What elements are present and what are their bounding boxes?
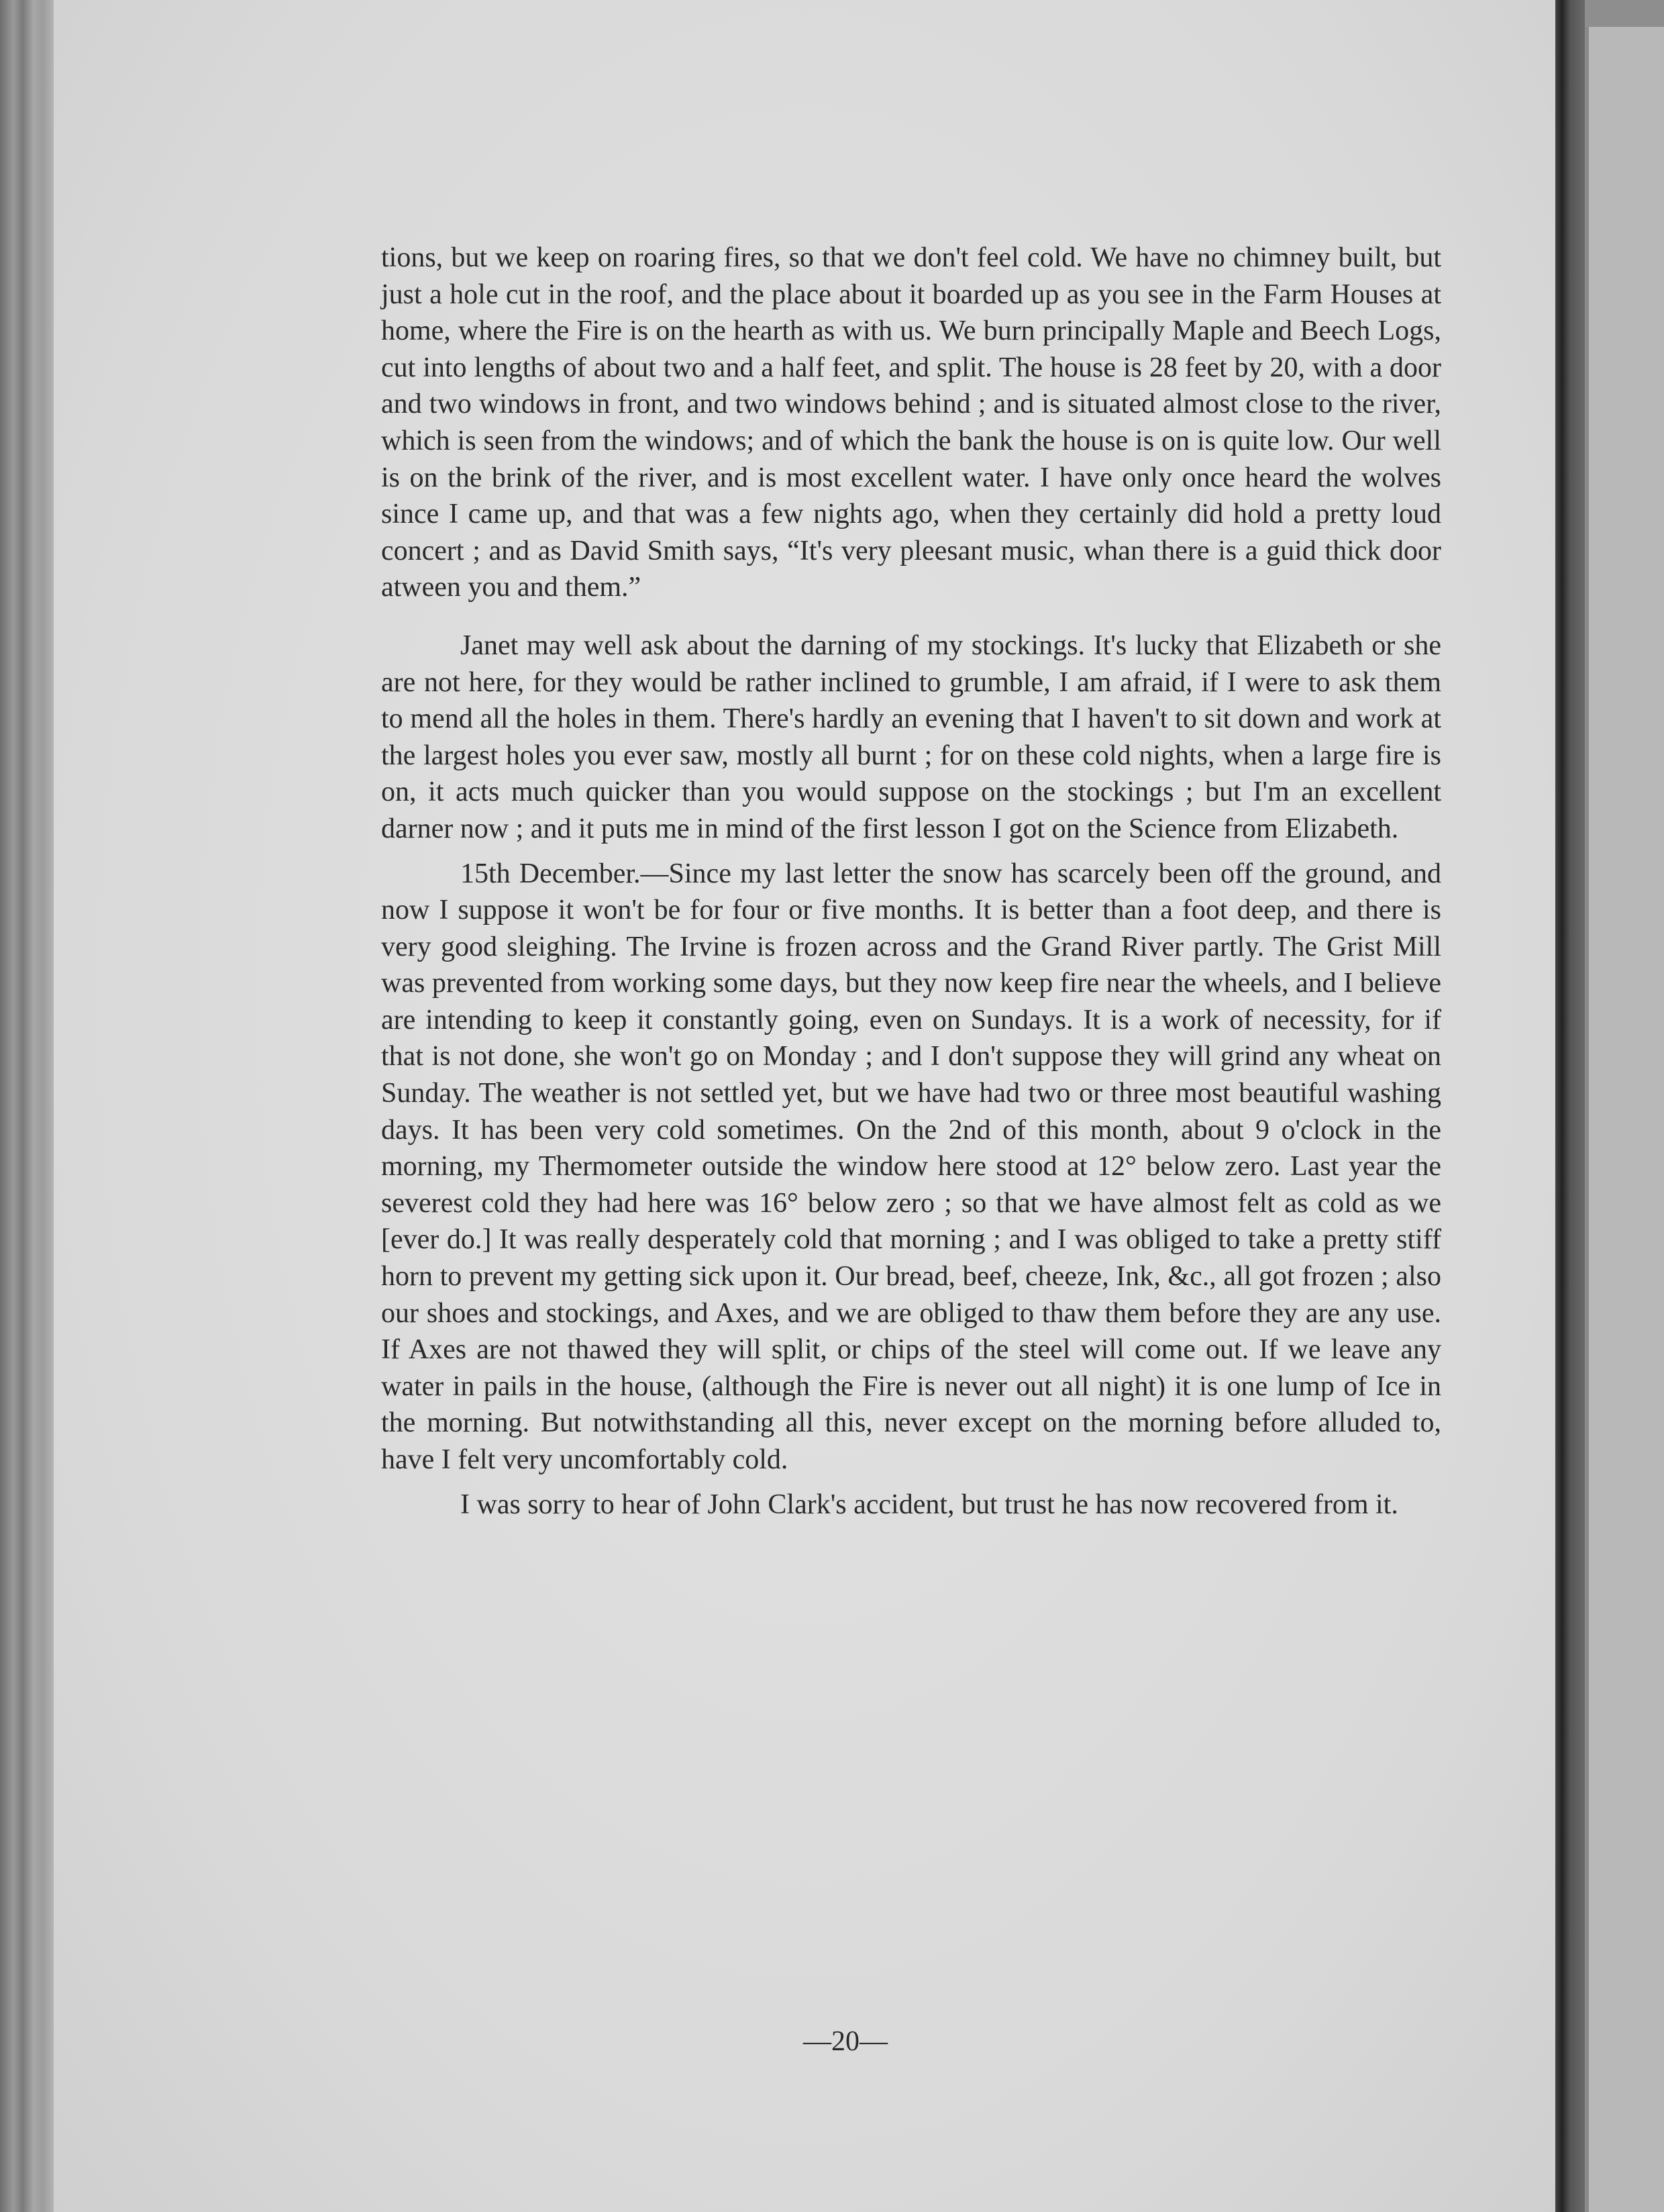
paragraph-4: I was sorry to hear of John Clark's accident, but trust he has now recovered from it. [460,1489,1398,1520]
letter-text [381,240,1441,1523]
paragraph-3: 15th December.—Since my last letter the snow has scarcely been off the ground, and now I suppose it won't be for four or five months. It is better than a foot deep, and there is very good sleighing. The Irvine is frozen across and the Grand River partly. The Grist Mill was prevented from working some days, but they now keep fire near the wheels, and I believe are intending to keep it constantly going, even on Sundays. It is a work of necessity, for if that is not done, she won't go on Monday ; and I don't suppose they will grind any wheat on Sunday. The weather is not settled yet, but we have had two or three most beautiful washing days. It has been very cold sometimes. On the 2nd of this month, about 9 o'clock in the morning, my Thermometer outside the window here stood at 12° below zero. Last year the severest cold they had here was 16° below zero ; so that we have almost felt as cold as we [ever do.] It was really desperately cold that morning ; and I was obliged to take a pretty stiff horn to prevent my getting sick upon it. Our bread, beef, cheeze, Ink, &c., all got frozen ; also our shoes and stockings, and Axes, and we are obliged to thaw them before they are any use. If Axes are not thawed they will split, or chips of the steel will come out. If we leave any water in pails in the house, (although the Fire is never out all night) it is one lump of Ice in the morning. But notwithstanding all this, never except on the morning before alluded to, have I felt very uncomfortably cold. [381,858,1441,1475]
book-binding [1555,0,1585,2212]
adjacent-page-edge [1585,27,1664,2212]
page-edges [0,0,54,2212]
paragraph-2: Janet may well ask about the darning of my stockings. It's lucky that Elizabeth or she are not here, for they would be rather inclined to grumble, I am afraid, if I were to ask them to mend all the holes in them. There's hardly an evening that I haven't to sit down and work at the largest holes you ever saw, mostly all burnt ; for on these cold nights, when a large fire is on, it acts much quicker than you would suppose on the stockings ; but I'm an excellent darner now ; and it puts me in mind of the first lesson I got on the Science from Elizabeth. [381,630,1441,844]
page-number: —20— [803,2026,888,2057]
paragraph-1: tions, but we keep on roaring fires, so that we don't feel cold. We have no chimney built, but just a hole cut in the roof, and the place about it boarded up as you see in the Farm Houses at home, where the Fire is on the hearth as with us. We burn principally Maple and Beech Logs, cut into lengths of about two and a half feet, and split. The house is 28 feet by 20, with a door and two windows in front, and two windows behind ; and is situated almost close to the river, which is seen from the windows; and of which the bank the house is on is quite low. Our well is on the brink of the river, and is most excellent water. I have only once heard the wolves since I came up, and that was a few nights ago, when they certainly did hold a pretty loud concert ; and as David Smith says, “It's very pleesant music, whan there is a guid thick door atween you and them.” [381,242,1441,603]
